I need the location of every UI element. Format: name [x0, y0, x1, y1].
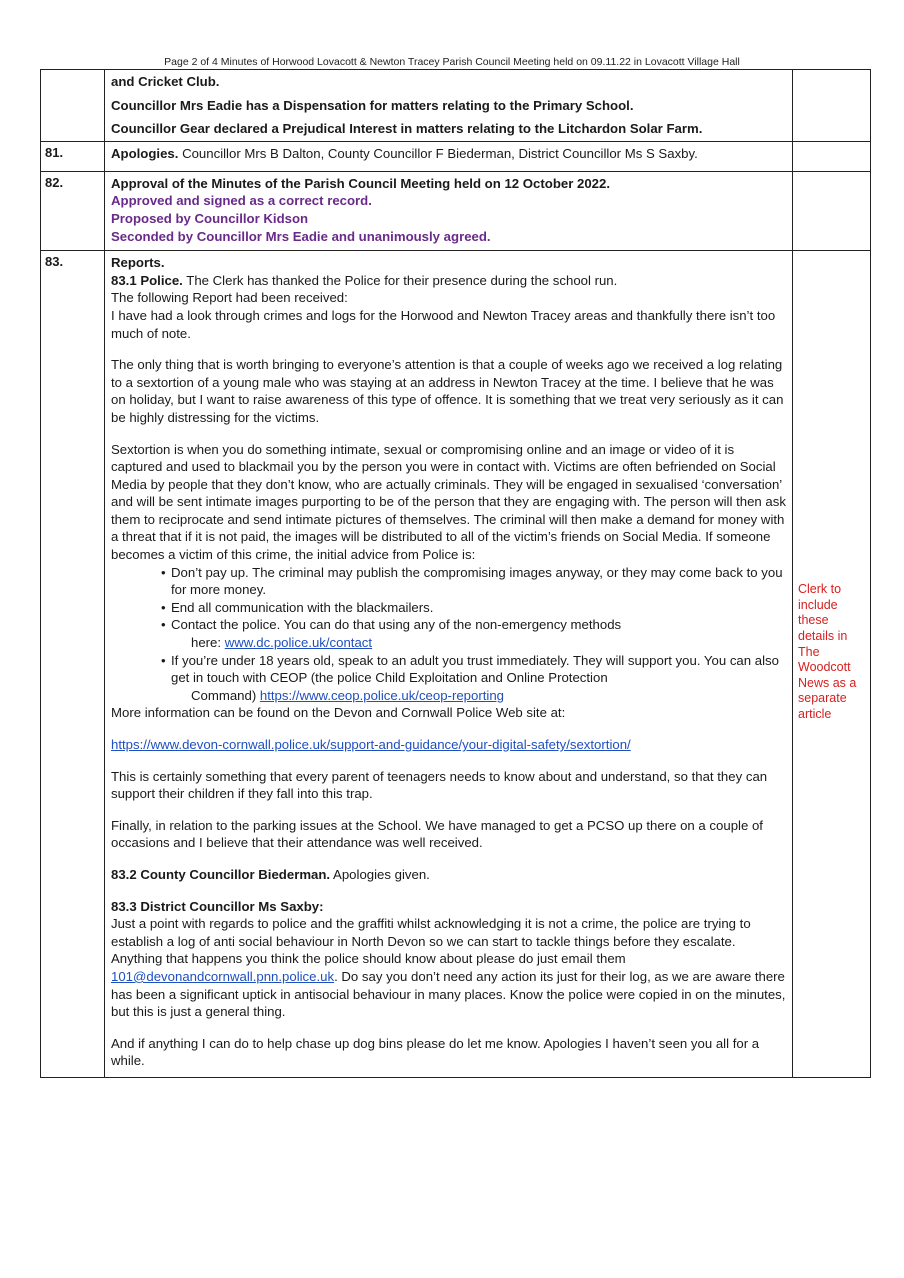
- table-row-81: [41, 141, 871, 171]
- county-councillor-report: [111, 866, 786, 884]
- district-subheading: 83.3 District Councillor Ms Saxby:: [111, 898, 324, 914]
- advice-text: If you’re under 18 years old, speak to an adult you trust immediately. They will support you. You can also get in touch with CEOP (the police Child Exploitation and Online Protection: [171, 652, 779, 686]
- apologies-heading: Apologies.: [111, 145, 179, 161]
- interests-line-1: and Cricket Club.: [111, 74, 220, 89]
- sextortion-guidance-link[interactable]: https://www.devon-cornwall.police.uk/support-and-guidance/your-digital-safety/sextortion/: [111, 737, 631, 752]
- action-cell: [793, 251, 871, 1078]
- item-number-82: 82.: [41, 171, 105, 250]
- bullet-icon: •: [161, 617, 166, 633]
- approval-heading: Approval of the Minutes of the Parish Council Meeting held on 12 October 2022.: [111, 175, 611, 191]
- item-number-cell: [41, 70, 105, 142]
- police-paragraph-2: The only thing that is worth bringing to everyone’s attention is that a couple of weeks ago we received a log relating to a sextortion of a young male who was staying at an address in Newton Tracey at the time. I believe that he was on holiday, but I want to raise awareness of this type of offence. It is something that we treat very seriously as it can be highly distressing for the victims.: [111, 357, 784, 425]
- page-header: Page 2 of 4 Minutes of Horwood Lovacott & Newton Tracey Parish Council Meeting held on 09.11.22 in Lovacott Village Hall: [164, 56, 740, 68]
- approval-line-3: Seconded by Councillor Mrs Eadie and unanimously agreed.: [111, 228, 491, 244]
- police-paragraph-1: I have had a look through crimes and logs for the Horwood and Newton Tracey areas and thankfully there isn’t too much of note.: [111, 307, 776, 341]
- list-item: [161, 599, 786, 617]
- police-advice-list: [111, 564, 786, 705]
- police-text: The Clerk has thanked the Police for their presence during the school run.: [182, 272, 618, 288]
- advice-text: Don’t pay up. The criminal may publish the compromising images anyway, or they may come back to you for more money.: [171, 564, 783, 598]
- police-subheading: 83.1 Police.: [111, 272, 183, 288]
- county-subheading: 83.2 County Councillor Biederman.: [111, 866, 331, 882]
- item-number-83: 83.: [41, 251, 105, 1078]
- advice-text: Command): [191, 687, 260, 703]
- action-cell: [793, 171, 871, 250]
- interests-cell: [105, 70, 793, 142]
- police-paragraph-5: Finally, in relation to the parking issues at the School. We have managed to get a PCSO up there on a couple of occasions and I believe that their attendance was well received.: [111, 817, 763, 851]
- bullet-icon: •: [161, 599, 166, 615]
- table-row-82: [41, 171, 871, 250]
- interests-line-3: Councillor Gear declared a Prejudical Interest in matters relating to the Litchardon Solar Farm.: [111, 121, 703, 137]
- bullet-icon: •: [161, 652, 166, 668]
- list-item: [161, 616, 786, 651]
- district-paragraph-1: [111, 915, 786, 1021]
- more-info-text: More information can be found on the Devon and Cornwall Police Web site at:: [111, 705, 566, 721]
- table-row-interests: [41, 70, 871, 142]
- police-paragraph-3: Sextortion is when you do something intimate, sexual or compromising online and an image or video of it is captured and used to blackmail you by the person you were in contact with. Victims are often befriended on Social Media by people that they don’t know, who are actually criminals. They will be engaged in sexualised ‘conversation’ and will be sent intimate images purporting to be of the person that they are engaging with. The person will then ask them to reciprocate and send intimate pictures of themselves. The criminal will then make a demand for money with a threat that if it is not paid, the images will be distributed to all of the victim’s friends on Social Media. If someone becomes a victim of this crime, the initial advice from Police is:: [111, 441, 786, 563]
- approval-line-1: Approved and signed as a correct record.: [111, 193, 372, 209]
- list-item: [161, 564, 786, 599]
- police-email-link[interactable]: 101@devonandcornwall.pnn.police.uk: [111, 968, 335, 984]
- approval-line-2: Proposed by Councillor Kidson: [111, 210, 309, 226]
- reports-cell: [105, 251, 793, 1078]
- reports-heading: Reports.: [111, 255, 165, 271]
- police-report-intro: [111, 272, 786, 290]
- action-cell: [793, 141, 871, 171]
- minutes-table: [40, 69, 871, 1078]
- police-contact-link[interactable]: www.dc.police.uk/contact: [224, 635, 373, 651]
- advice-text: Contact the police. You can do that using any of the non-emergency methods: [171, 617, 622, 633]
- item-number-81: 81.: [41, 141, 105, 171]
- approval-cell: [105, 171, 793, 250]
- district-text: . Do say you don’t need any action its just for their log, as we are aware there has been a significant uptick in antisocial behaviour in many places. Know the police were copied in on the minutes, but this is just a general thing.: [111, 968, 786, 1020]
- bullet-icon: •: [161, 564, 166, 580]
- action-cell: [793, 70, 871, 142]
- table-row-83: [41, 251, 871, 1078]
- apologies-cell: [105, 141, 793, 171]
- list-item: [161, 652, 786, 705]
- action-note: Clerk to include these details in The Woodcott News as a separate article: [798, 582, 857, 721]
- police-paragraph-4: This is certainly something that every parent of teenagers needs to know about and understand, so that they can support their children if they fall into this trap.: [111, 768, 768, 802]
- district-text: Just a point with regards to police and the graffiti whilst acknowledging it is not a crime, the police are trying to establish a log of anti social behaviour in North Devon so we can start to tackle things before they escalate. Anything that happens you think the police should know about please do just email them: [111, 916, 751, 967]
- apologies-text: Councillor Mrs B Dalton, County Councillor F Biederman, District Councillor Ms S Saxby.: [178, 145, 698, 161]
- report-received-line: The following Report had been received:: [111, 290, 348, 306]
- ceop-reporting-link[interactable]: https://www.ceop.police.uk/ceop-reporting: [259, 687, 504, 703]
- advice-text: here:: [191, 635, 225, 651]
- interests-line-2: Councillor Mrs Eadie has a Dispensation for matters relating to the Primary School.: [111, 97, 634, 113]
- advice-text: End all communication with the blackmailers.: [171, 599, 434, 615]
- county-text: Apologies given.: [330, 866, 430, 882]
- district-paragraph-2: And if anything I can do to help chase up dog bins please do let me know. Apologies I haven’t seen you all for a while.: [111, 1035, 760, 1069]
